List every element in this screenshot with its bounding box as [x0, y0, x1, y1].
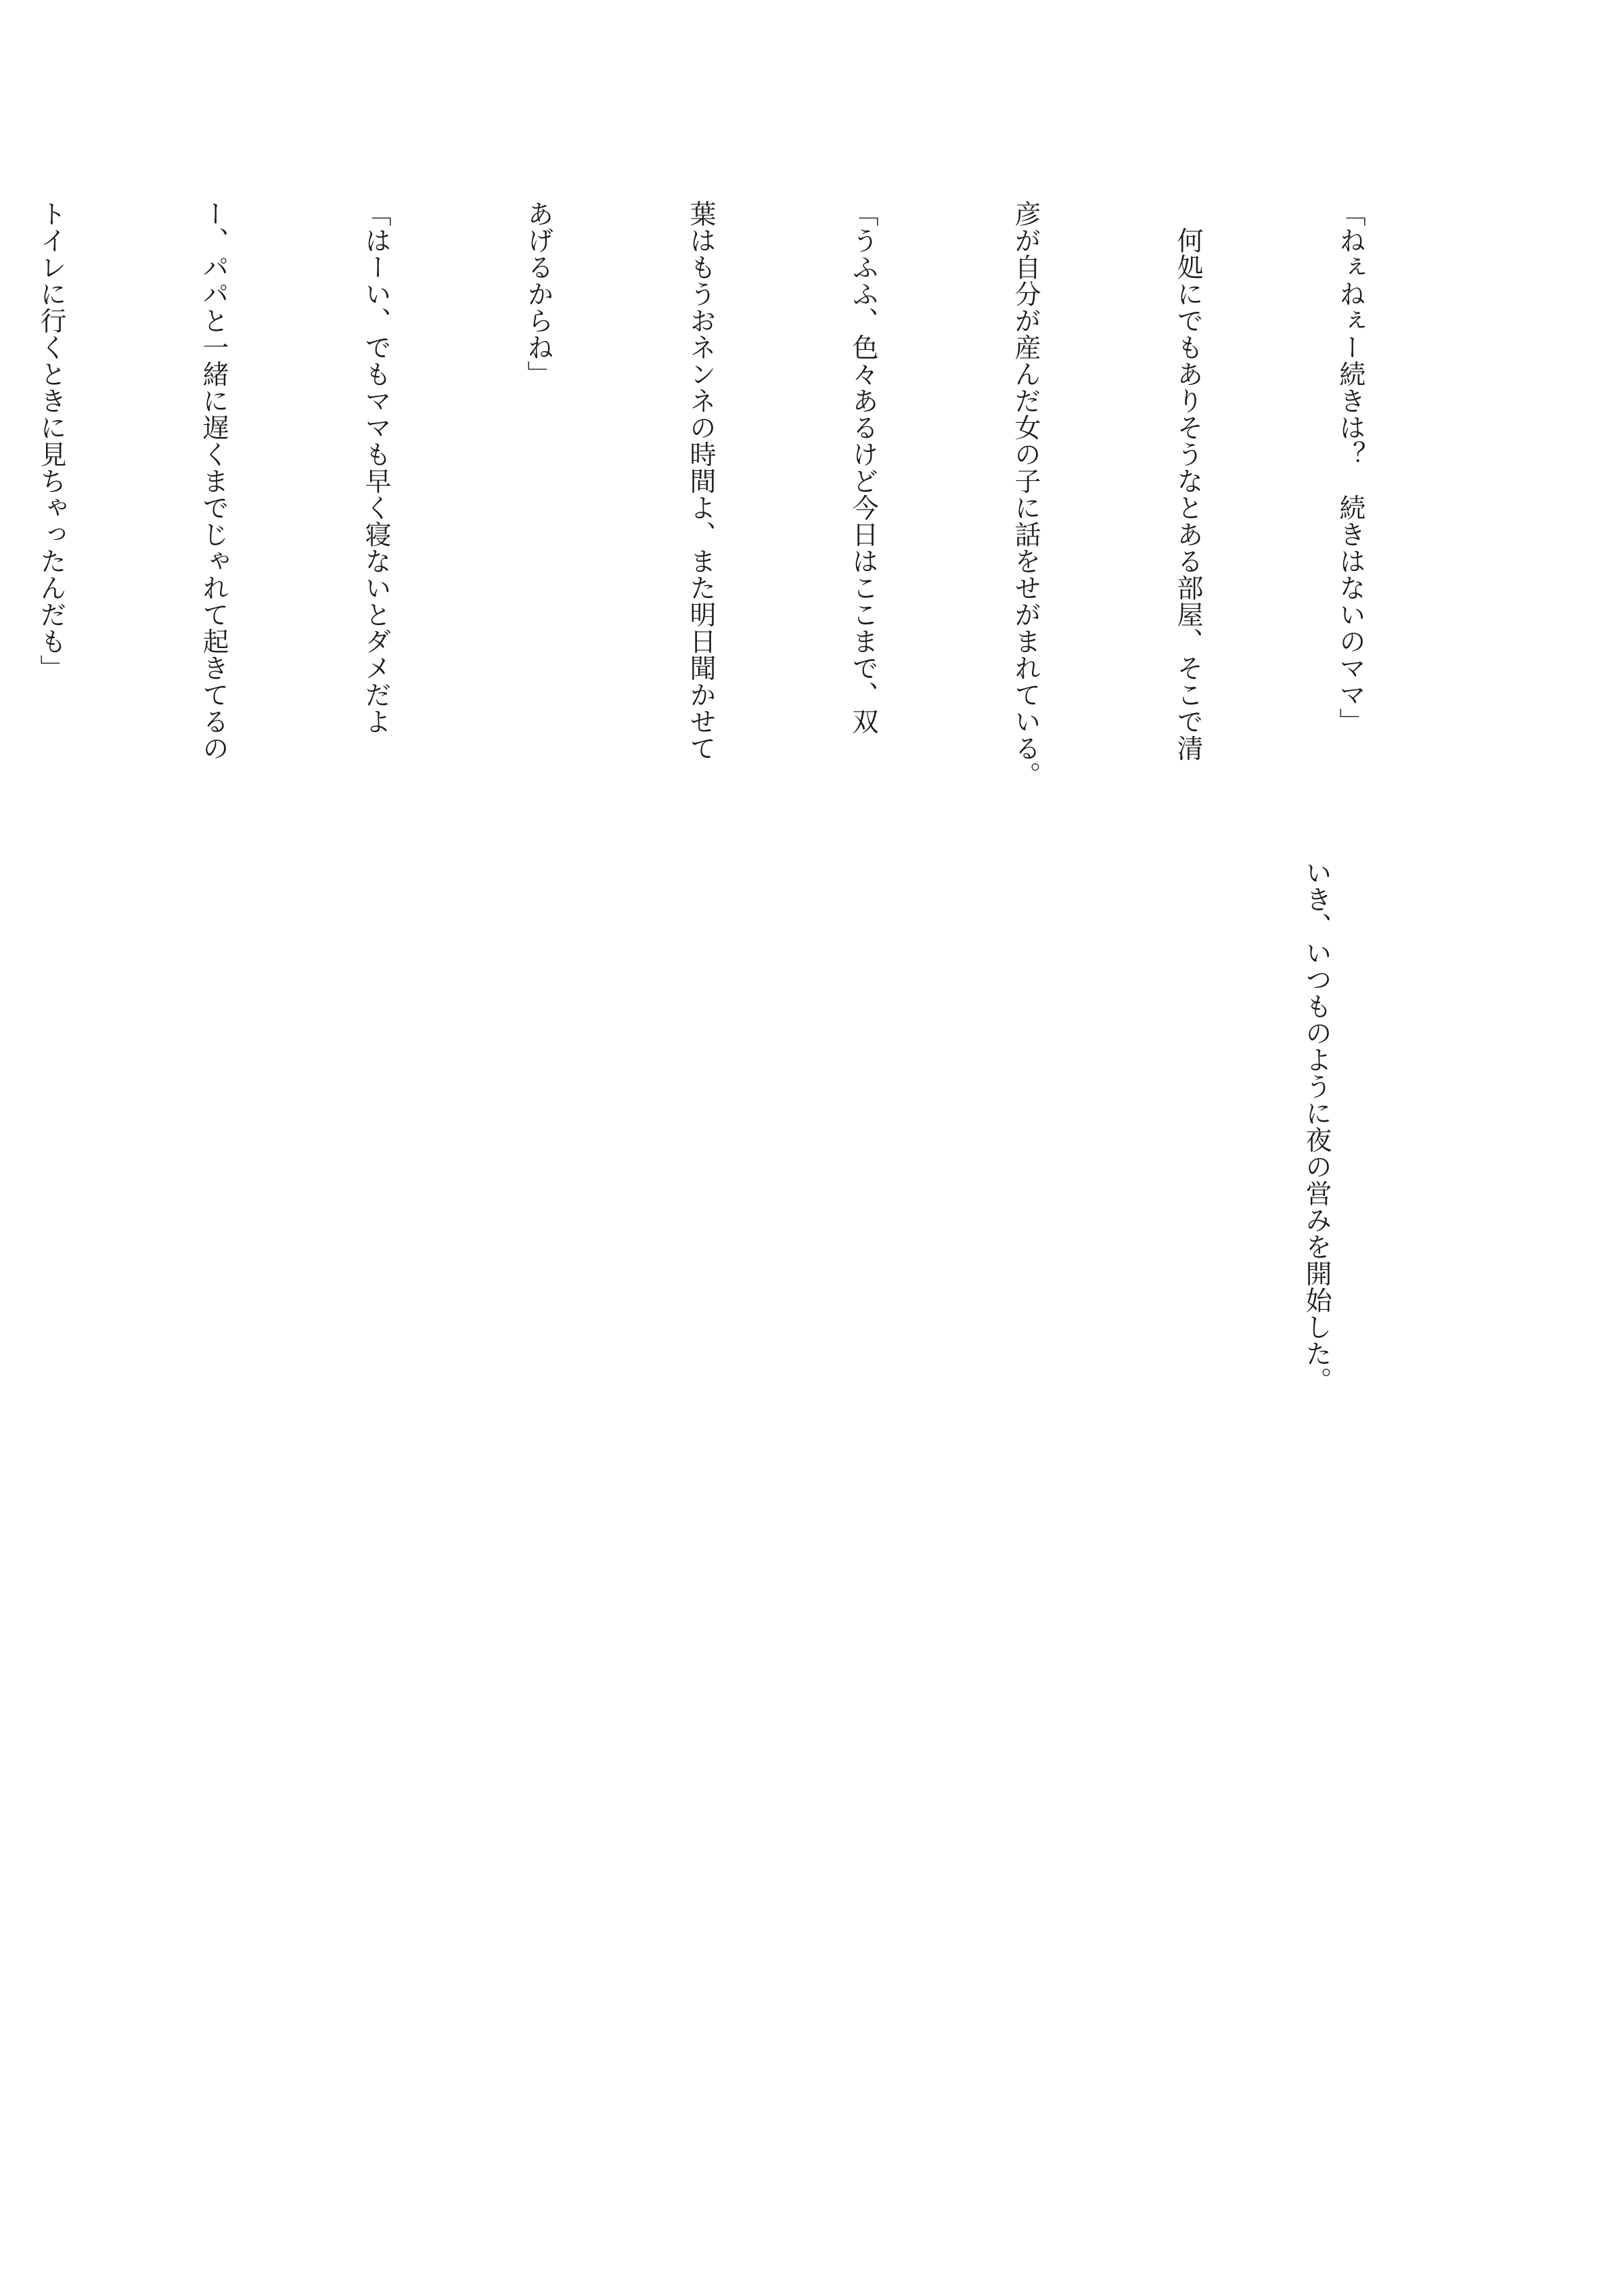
text-column: 彦が自分が産んだ女の子に話をせがまれている。	[1010, 200, 1041, 788]
main-text-block	[0, 200, 1485, 877]
text-column: 「うふふ、色々あるけど今日はここまで、双	[848, 200, 878, 735]
text-column: あげるからね」	[523, 200, 554, 388]
text-column: ー、パパと一緒に遅くまでじゃれて起きてるの	[198, 200, 229, 762]
text-column: 「はーい、でもママも早く寝ないとダメだよ	[361, 200, 391, 735]
continuation-text-block	[1181, 859, 1451, 1468]
text-column: トイレに行くときに見ちゃったんだも」	[36, 200, 66, 681]
text-column: 葉はもうおネンネの時間よ、また明日聞かせて	[685, 200, 716, 762]
continuation-column: いき、いつものように夜の営みを開始した。	[1301, 859, 1332, 1394]
text-column: 「ねぇねぇー続きは？ 続きはないのママ」	[1335, 200, 1366, 735]
text-column: 何処にでもありそうなとある部屋、そこで清	[1173, 200, 1203, 762]
